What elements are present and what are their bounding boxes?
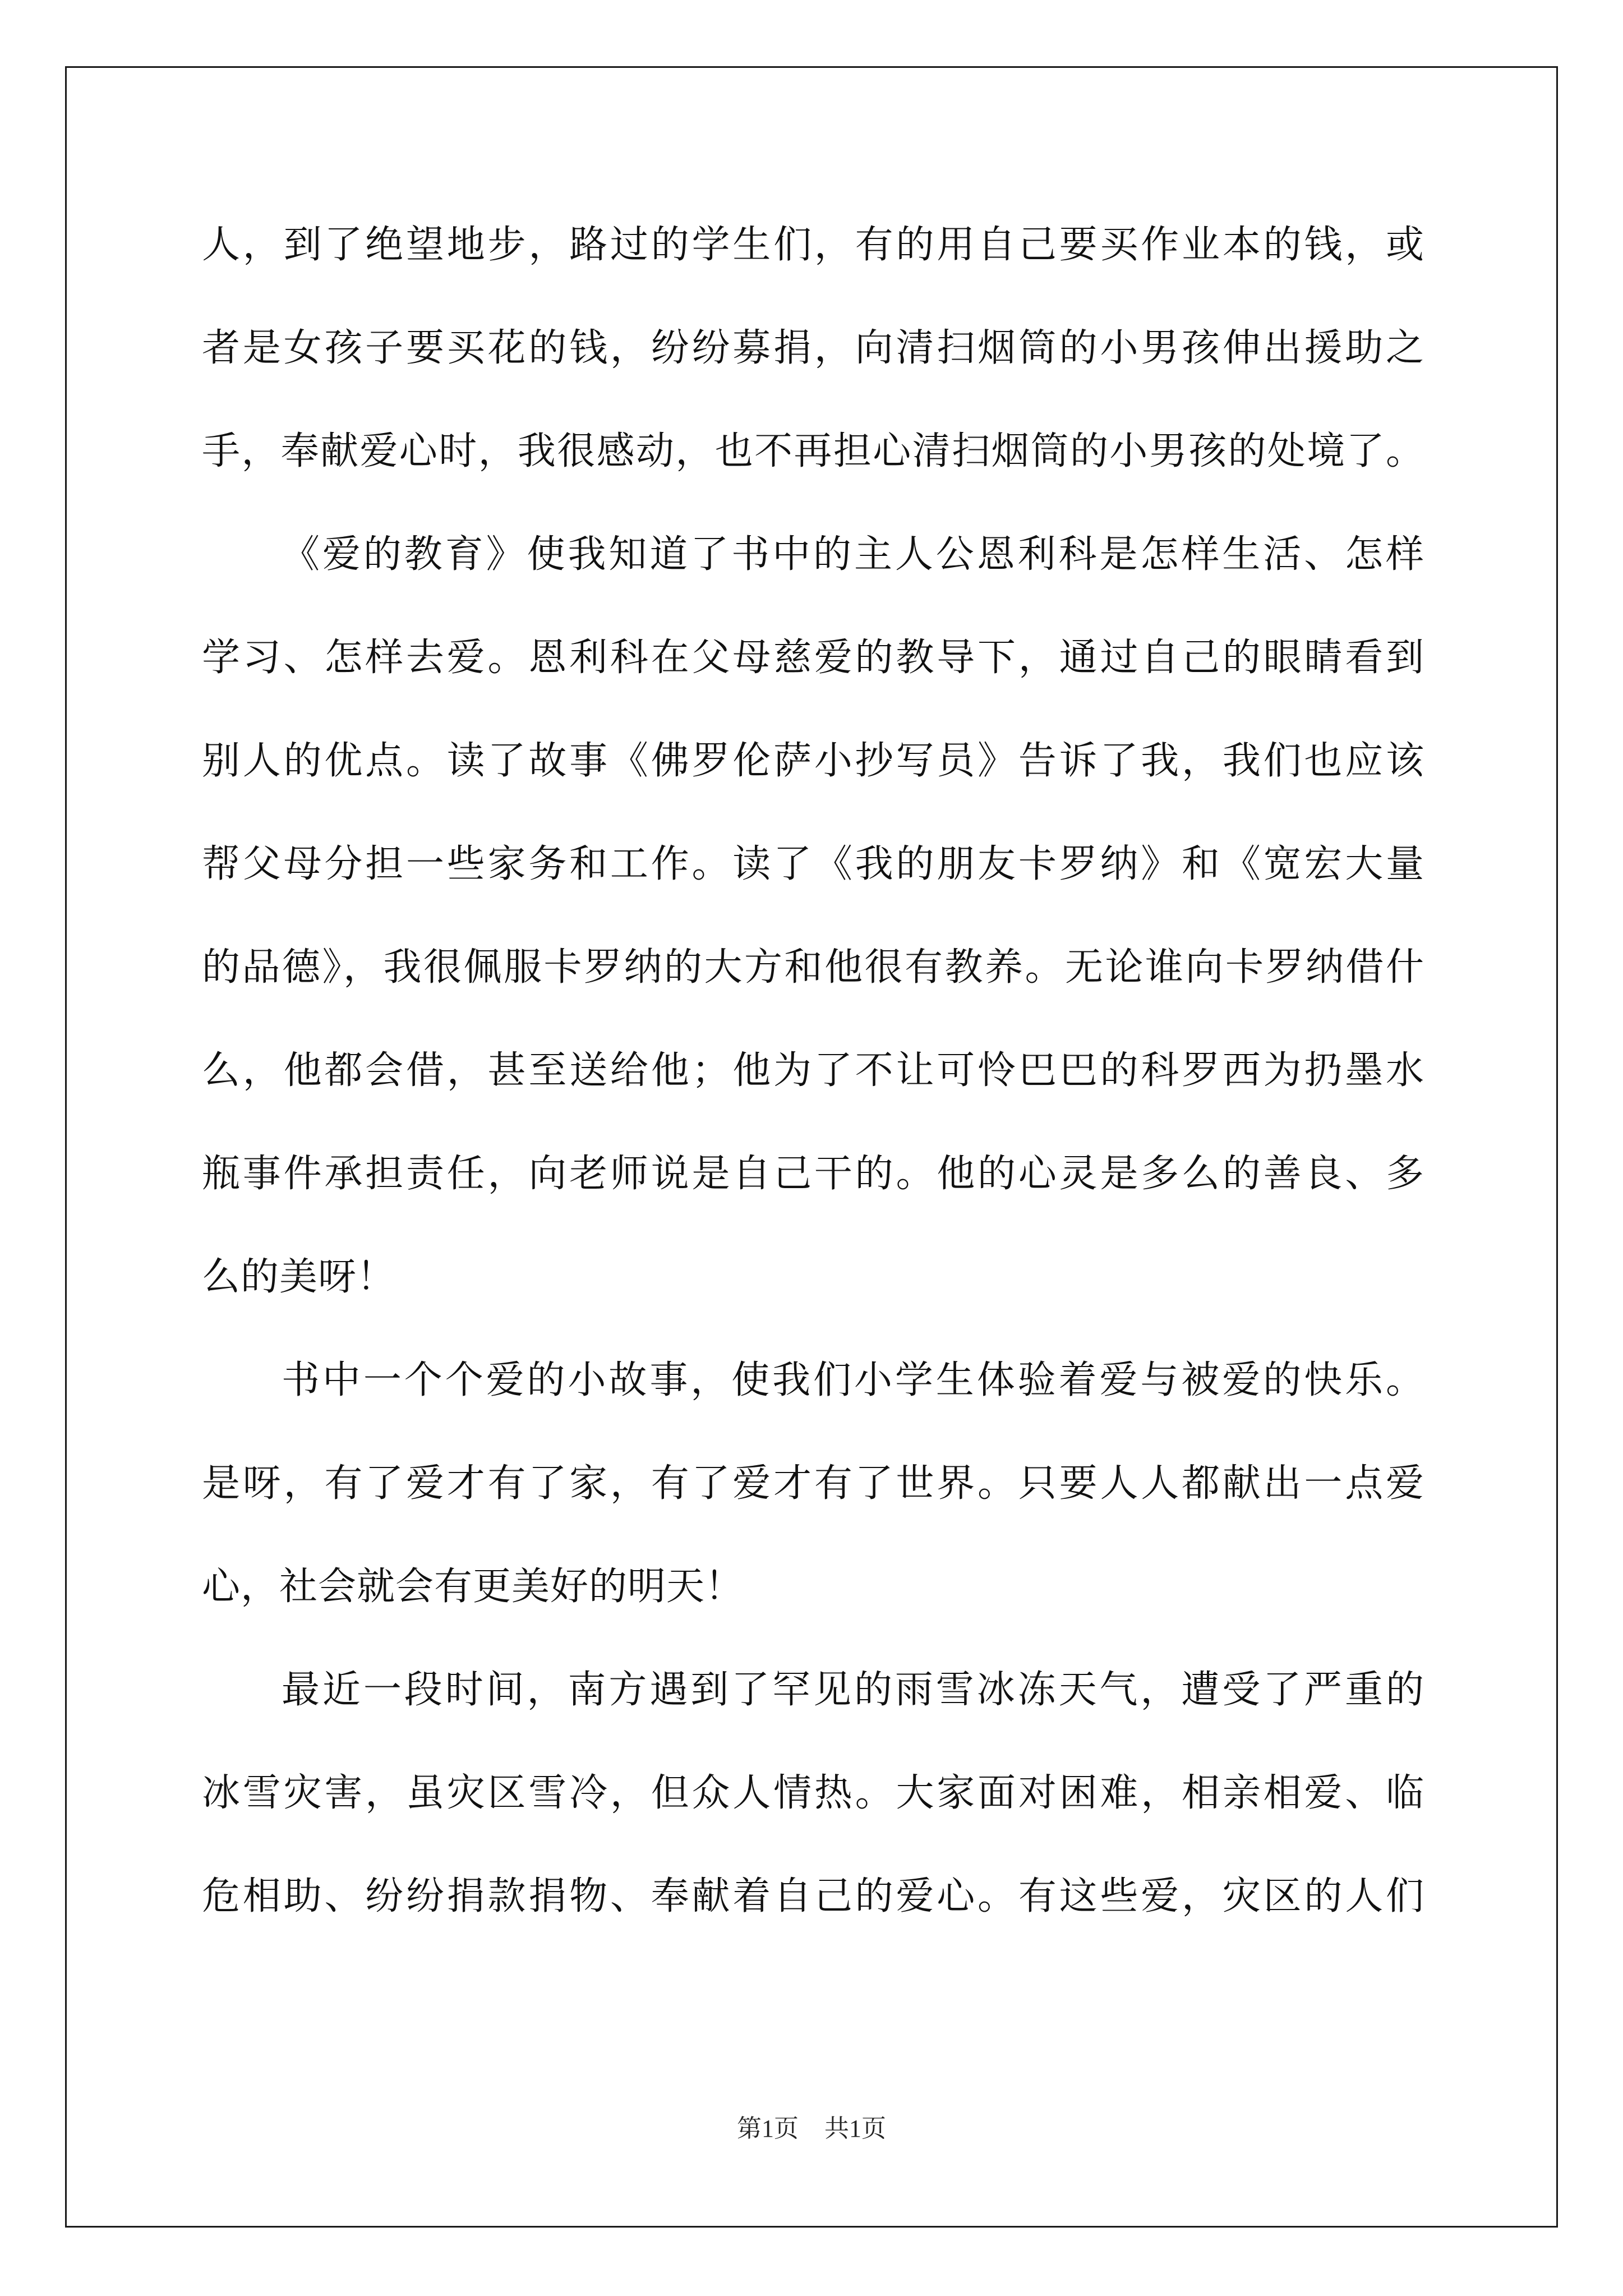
text-line-14: 心，社会就会有更美好的明天！ bbox=[202, 1565, 744, 1609]
text-line-1: 人，到了绝望地步，路过的学生们，有的用自己要买作业本的钱，或 bbox=[202, 223, 1424, 267]
text-line-10: 瓶事件承担责任，向老师说是自己干的。他的心灵是多么的善良、多 bbox=[202, 1152, 1424, 1196]
text-line-17: 危相助、纷纷捐款捐物、奉献着自己的爱心。有这些爱，灾区的人们 bbox=[202, 1874, 1424, 1918]
page-footer bbox=[0, 2112, 1623, 2146]
text-line-2: 者是女孩子要买花的钱，纷纷募捐，向清扫烟筒的小男孩伸出援助之 bbox=[202, 326, 1424, 370]
text-line-11: 么的美呀！ bbox=[202, 1255, 396, 1299]
text-line-9: 么，他都会借，甚至送给他；他为了不让可怜巴巴的科罗西为扔墨水 bbox=[202, 1048, 1424, 1093]
text-line-6: 别人的优点。读了故事《佛罗伦萨小抄写员》告诉了我，我们也应该 bbox=[202, 739, 1424, 783]
page-number-total: 共1页 bbox=[824, 2115, 886, 2142]
text-line-5: 学习、怎样去爱。恩利科在父母慈爱的教导下，通过自己的眼睛看到 bbox=[202, 636, 1424, 680]
text-line-8: 的品德》，我很佩服卡罗纳的大方和他很有教养。无论谁向卡罗纳借什 bbox=[202, 945, 1424, 990]
text-line-4: 《爱的教育》使我知道了书中的主人公恩利科是怎样生活、怎样 bbox=[282, 532, 1424, 577]
document-body bbox=[202, 194, 1424, 1948]
page-number-current: 第1页 bbox=[737, 2115, 799, 2142]
text-line-15: 最近一段时间，南方遇到了罕见的雨雪冰冻天气，遭受了严重的 bbox=[282, 1668, 1424, 1712]
text-line-12: 书中一个个爱的小故事，使我们小学生体验着爱与被爱的快乐。 bbox=[282, 1358, 1424, 1402]
text-line-16: 冰雪灾害，虽灾区雪冷，但众人情热。大家面对困难，相亲相爱、临 bbox=[202, 1771, 1424, 1815]
text-line-3: 手，奉献爱心时，我很感动，也不再担心清扫烟筒的小男孩的处境了。 bbox=[202, 429, 1424, 473]
text-line-7: 帮父母分担一些家务和工作。读了《我的朋友卡罗纳》和《宽宏大量 bbox=[202, 842, 1424, 886]
text-line-13: 是呀，有了爱才有了家，有了爱才有了世界。只要人人都献出一点爱 bbox=[202, 1461, 1424, 1506]
